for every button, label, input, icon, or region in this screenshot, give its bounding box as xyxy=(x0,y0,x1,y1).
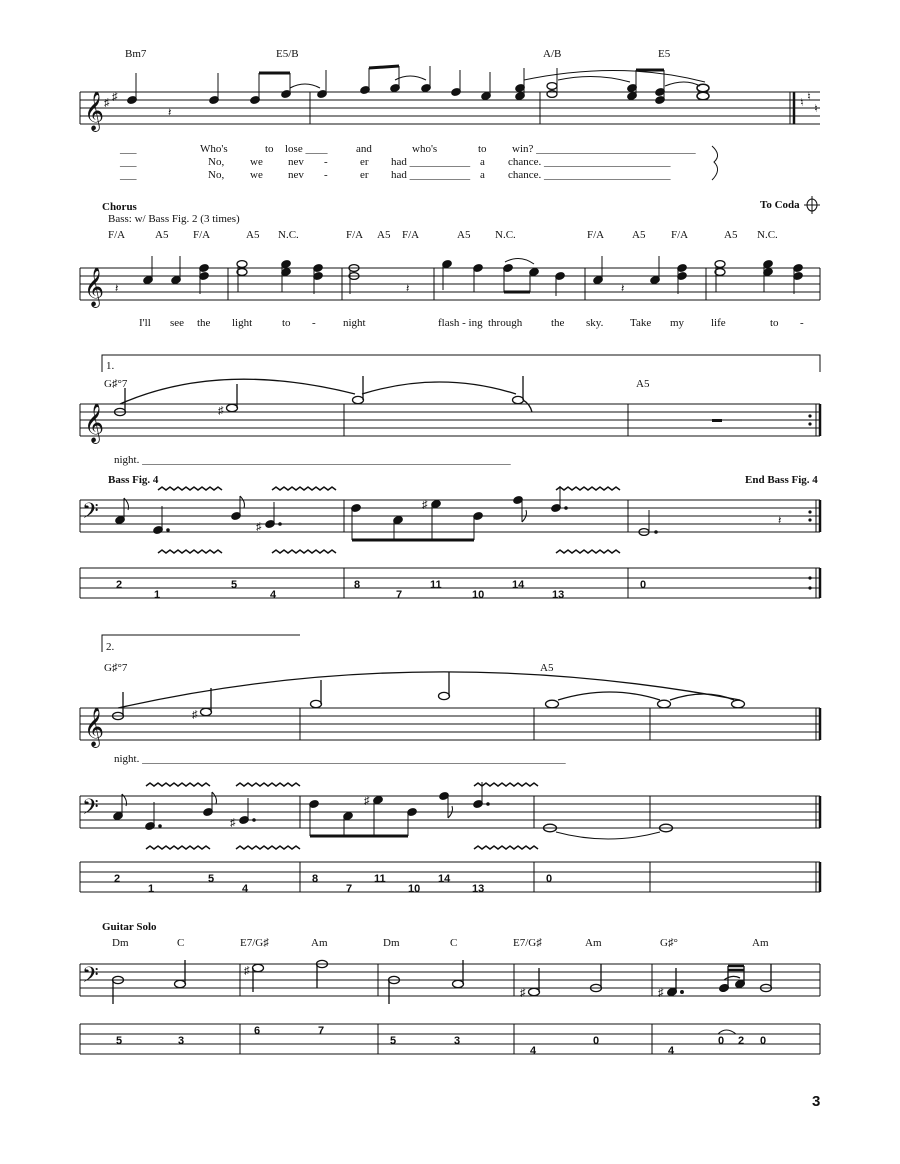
svg-text:𝄽: 𝄽 xyxy=(406,283,410,295)
tab-number: 4 xyxy=(668,1045,675,1057)
lyric-syllable: Take xyxy=(630,317,652,329)
tab-number: 14 xyxy=(438,873,451,885)
key-sharp-icon: ♯ xyxy=(104,97,110,109)
ending-label: 1. xyxy=(106,360,115,372)
vibrato-icon xyxy=(146,783,538,849)
lyric-syllable: nev xyxy=(288,156,304,168)
chord-symbol: G♯° xyxy=(660,937,678,949)
lyric-syllable: had ___________ xyxy=(391,169,471,181)
lyric-syllable: - xyxy=(800,317,804,329)
bass-clef-icon: 𝄢 xyxy=(82,963,99,993)
tab-number: 4 xyxy=(242,883,249,895)
key-sharp-icon: ♯ xyxy=(112,91,118,103)
chord-symbol: Dm xyxy=(383,937,400,949)
lyric-syllable: ___ xyxy=(120,156,137,168)
lyric-syllable: night. _____________________________________________________________________________ xyxy=(114,753,566,765)
ending-bracket xyxy=(102,635,300,652)
chord-symbol: A5 xyxy=(632,229,646,241)
tab-number: 0 xyxy=(640,579,647,591)
chord-symbol: C xyxy=(177,937,185,949)
lyric-syllable: No, xyxy=(208,169,225,181)
lyric-syllable: - xyxy=(324,169,328,181)
chord-symbol: E5 xyxy=(658,48,671,60)
svg-text:𝄽: 𝄽 xyxy=(168,107,172,119)
to-coda-label: To Coda xyxy=(760,199,800,211)
bass-clef-icon: 𝄢 xyxy=(82,499,99,529)
treble-clef-icon: 𝄞 xyxy=(84,267,105,307)
tab-number: 2 xyxy=(114,873,121,885)
page-number: 3 xyxy=(812,1093,821,1110)
natural-icon: ♮ xyxy=(807,91,811,103)
chord-symbol: A5 xyxy=(724,229,738,241)
section-label: Chorus xyxy=(102,201,137,213)
lyric-syllable: to xyxy=(770,317,779,329)
tab-number: 8 xyxy=(312,873,319,885)
lyric-syllable: er xyxy=(360,156,369,168)
chord-symbol: Am xyxy=(585,937,602,949)
lyric-syllable: nev xyxy=(288,169,304,181)
lyric-syllable: lose ____ xyxy=(285,143,328,155)
tab-number: 14 xyxy=(512,579,525,591)
natural-icon: ♮ xyxy=(800,97,804,109)
chord-symbol: F/A xyxy=(587,229,605,241)
svg-text:♯: ♯ xyxy=(244,965,250,977)
chord-symbol: G♯°7 xyxy=(104,378,128,390)
lyrics-1 xyxy=(119,143,696,181)
lyric-syllable: my xyxy=(670,317,685,329)
system-3 xyxy=(80,355,820,601)
lyric-syllable: win? _____________________________ xyxy=(512,143,696,155)
bass-instruction: Bass: w/ Bass Fig. 2 (3 times) xyxy=(108,213,240,225)
lyric-syllable: the xyxy=(551,317,565,329)
lyric-syllable: see xyxy=(170,317,185,329)
lyric-syllable: light xyxy=(232,317,253,329)
chord-symbol: F/A xyxy=(108,229,126,241)
bass-notes xyxy=(113,782,673,839)
svg-text:𝄽: 𝄽 xyxy=(621,283,625,295)
whole-rest-icon xyxy=(712,419,722,422)
lyric-syllable: to xyxy=(265,143,274,155)
tab-number: 3 xyxy=(454,1035,461,1047)
lyric-syllable: life xyxy=(711,317,726,329)
bass-fig-label: Bass Fig. 4 xyxy=(108,474,159,486)
ties xyxy=(290,70,705,88)
svg-text:♯: ♯ xyxy=(422,499,428,511)
bass-fig-end-label: End Bass Fig. 4 xyxy=(745,474,818,486)
coda-icon xyxy=(804,196,820,214)
chord-symbol: E7/G♯ xyxy=(240,937,269,949)
chord-symbol: N.C. xyxy=(757,229,778,241)
chord-symbol: F/A xyxy=(346,229,364,241)
vibrato-icon xyxy=(158,487,620,553)
lyric-syllable: we xyxy=(250,156,263,168)
lyric-syllable: chance. _______________________ xyxy=(508,156,671,168)
tab-number: 3 xyxy=(178,1035,185,1047)
svg-text:♯: ♯ xyxy=(364,795,370,807)
system-5 xyxy=(80,921,820,1057)
chord-symbol: N.C. xyxy=(495,229,516,241)
chord-symbol: A5 xyxy=(636,378,650,390)
chord-symbol: F/A xyxy=(193,229,211,241)
ending-label: 2. xyxy=(106,641,115,653)
chord-symbol: A5 xyxy=(377,229,391,241)
verse-brace-icon xyxy=(712,146,718,180)
tab-number: 7 xyxy=(318,1025,325,1037)
lyric-syllable: flash - ing xyxy=(438,317,483,329)
tab-number: 10 xyxy=(408,883,421,895)
lyric-syllable: No, xyxy=(208,156,225,168)
chord-symbol: Bm7 xyxy=(125,48,147,60)
svg-text:♯: ♯ xyxy=(256,521,262,533)
lyric-syllable: to xyxy=(478,143,487,155)
ending-bracket xyxy=(102,355,820,372)
tab-number: 0 xyxy=(546,873,553,885)
treble-clef-icon: 𝄞 xyxy=(84,91,105,131)
svg-text:𝄽: 𝄽 xyxy=(115,283,119,295)
system-2 xyxy=(80,196,820,329)
svg-text:♯: ♯ xyxy=(192,709,198,721)
tab-number: 0 xyxy=(593,1035,600,1047)
chord-symbol: Am xyxy=(311,937,328,949)
treble-clef-icon: 𝄞 xyxy=(84,403,105,443)
tab-number: 0 xyxy=(760,1035,767,1047)
tab-number: 6 xyxy=(254,1025,261,1037)
treble-clef-icon: 𝄞 xyxy=(84,707,105,747)
bass-clef-icon: 𝄢 xyxy=(82,795,99,825)
chord-symbol: A5 xyxy=(155,229,169,241)
tab-number: 2 xyxy=(738,1035,745,1047)
section-label: Guitar Solo xyxy=(102,921,157,933)
lyric-syllable: Who's xyxy=(200,143,228,155)
chord-symbol: N.C. xyxy=(278,229,299,241)
chord-symbols-2 xyxy=(108,229,778,241)
lyric-syllable: - xyxy=(312,317,316,329)
lyric-syllable: we xyxy=(250,169,263,181)
chord-symbol: E5/B xyxy=(276,48,299,60)
svg-text:♯: ♯ xyxy=(230,817,236,829)
chord-symbol: E7/G♯ xyxy=(513,937,542,949)
system-4 xyxy=(80,635,820,895)
lyric-syllable: and xyxy=(356,143,372,155)
tab-number: 4 xyxy=(270,589,277,601)
tab-number: 4 xyxy=(530,1045,537,1057)
tab-number: 5 xyxy=(116,1035,123,1047)
lyric-syllable: to xyxy=(282,317,291,329)
svg-text:𝄽: 𝄽 xyxy=(778,515,782,527)
chord-symbol: F/A xyxy=(671,229,689,241)
lyric-syllable: through xyxy=(488,317,523,329)
tab-number: 2 xyxy=(116,579,123,591)
chord-symbol: A5 xyxy=(246,229,260,241)
chord-symbols-1 xyxy=(125,48,671,60)
lyric-syllable: er xyxy=(360,169,369,181)
svg-text:♯: ♯ xyxy=(520,987,526,999)
tab-number: 5 xyxy=(231,579,238,591)
lyric-syllable: who's xyxy=(412,143,438,155)
lyric-syllable: sky. xyxy=(586,317,604,329)
system-1 xyxy=(80,48,820,181)
tab-number: 11 xyxy=(430,579,442,591)
lyric-syllable: a xyxy=(480,169,485,181)
lyric-syllable: a xyxy=(480,156,485,168)
melody-notes xyxy=(115,376,533,417)
tab-number: 0 xyxy=(718,1035,725,1047)
tab-number: 5 xyxy=(390,1035,397,1047)
lyric-syllable: chance. _______________________ xyxy=(508,169,671,181)
chord-symbol: A5 xyxy=(540,662,554,674)
natural-icon: ♮ xyxy=(814,103,818,115)
lyric-syllable: - xyxy=(324,156,328,168)
lyric-syllable: I'll xyxy=(139,317,151,329)
lyric-syllable: the xyxy=(197,317,211,329)
svg-text:♯: ♯ xyxy=(218,405,224,417)
bass-notes xyxy=(113,960,772,1004)
tab-number: 1 xyxy=(154,589,161,601)
chord-symbols-5 xyxy=(112,937,769,949)
chord-symbol: G♯°7 xyxy=(104,662,128,674)
tab-number: 10 xyxy=(472,589,485,601)
chord-symbol: F/A xyxy=(402,229,420,241)
lyric-syllable: ___ xyxy=(120,143,137,155)
tab-numbers xyxy=(116,1025,766,1057)
chord-symbol: Dm xyxy=(112,937,129,949)
lyric-syllable: night. ___________________________________________________________________ xyxy=(114,454,511,466)
lyric-syllable: had ___________ xyxy=(391,156,471,168)
lyrics-2 xyxy=(139,317,804,329)
chord-symbol: A5 xyxy=(457,229,471,241)
chord-symbol: C xyxy=(450,937,458,949)
tab-number: 13 xyxy=(552,589,565,601)
tab-number: 1 xyxy=(148,883,155,895)
chord-symbol: Am xyxy=(752,937,769,949)
svg-text:♯: ♯ xyxy=(658,987,664,999)
chord-symbol: A/B xyxy=(543,48,562,60)
tab-number: 11 xyxy=(374,873,386,885)
lyric-syllable: ___ xyxy=(120,169,137,181)
tab-number: 7 xyxy=(346,883,353,895)
tab-number: 13 xyxy=(472,883,485,895)
tab-number: 5 xyxy=(208,873,215,885)
tab-number: 7 xyxy=(396,589,403,601)
tab-number: 8 xyxy=(354,579,361,591)
lyric-syllable: night xyxy=(343,317,366,329)
